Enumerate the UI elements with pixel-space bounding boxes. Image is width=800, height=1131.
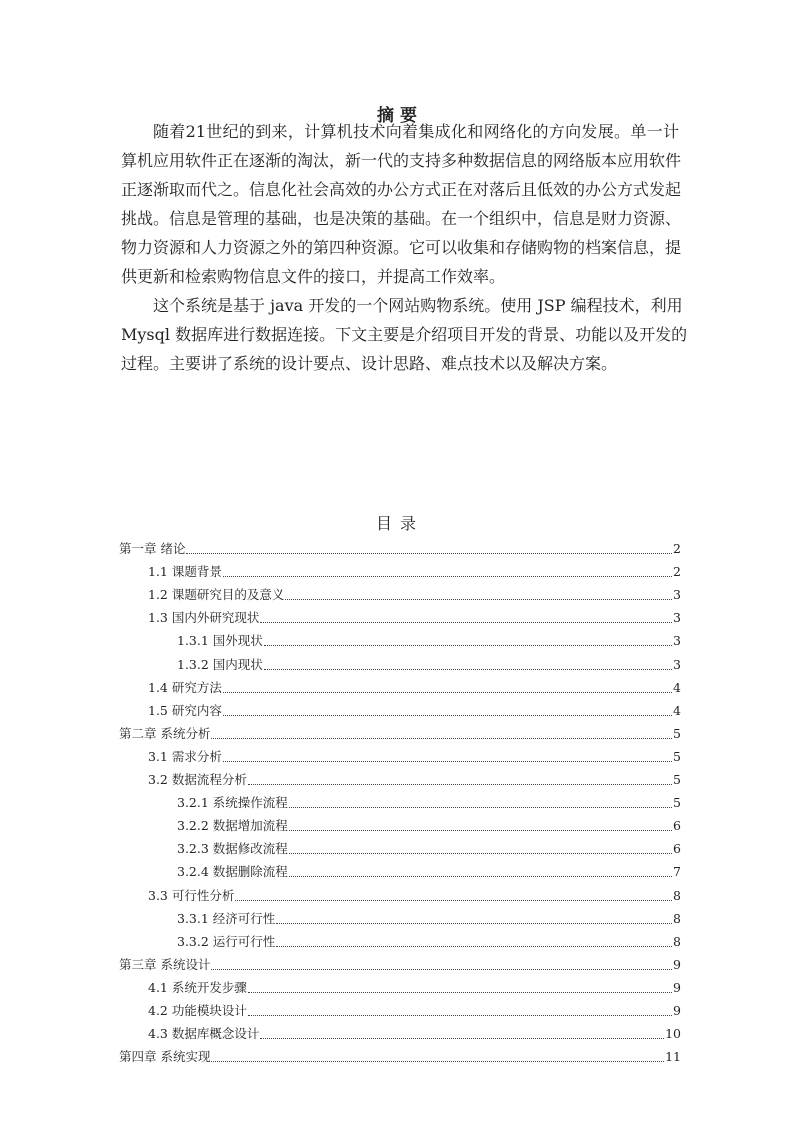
toc-entry-label: 1.3.2 国内现状: [177, 656, 263, 672]
abstract-body: [121, 117, 688, 378]
toc-entry-page: 10: [665, 1026, 681, 1042]
toc-leader-dots: [260, 1038, 664, 1039]
abstract-line: 算机应用软件正在逐渐的淘汰，新一代的支持多种数据信息的网络版本应用软件: [121, 151, 682, 170]
toc-leader-dots: [235, 900, 672, 901]
toc-entry-label: 3.2.4 数据删除流程: [177, 864, 288, 880]
toc-entry-label: 1.5 研究内容: [148, 702, 222, 718]
toc-entry-label: 4.3 数据库概念设计: [148, 1026, 260, 1042]
toc-entry-label: 第三章 系统设计: [119, 956, 211, 972]
abstract-line: 这个系统是基于 java 开发的一个网站购物系统。使用 JSP 编程技术，利用: [153, 296, 683, 315]
toc-entry-label: 1.2 课题研究目的及意义: [148, 587, 285, 603]
toc-entry[interactable]: [119, 813, 681, 836]
abstract-line: 供更新和检索购物信息文件的接口，并提高工作效率。: [121, 267, 506, 286]
toc-leader-dots: [248, 992, 672, 993]
abstract-line: 物力资源和人力资源之外的第四种资源。它可以收集和存储购物的档案信息，提: [121, 238, 682, 257]
toc-entry[interactable]: [119, 1044, 681, 1067]
toc-entry-label: 4.1 系统开发步骤: [148, 979, 247, 995]
toc-entry[interactable]: [119, 952, 681, 975]
toc-leader-dots: [211, 1061, 664, 1062]
toc-entry-label: 1.3.1 国外现状: [177, 633, 263, 649]
toc-leader-dots: [289, 830, 672, 831]
toc-entry-label: 第二章 系统分析: [119, 725, 211, 741]
toc-entry-page: 4: [673, 679, 681, 695]
toc-leader-dots: [248, 784, 672, 785]
toc-entry-label: 3.3.1 经济可行性: [177, 910, 276, 926]
toc-entry-page: 3: [673, 610, 681, 626]
toc-leader-dots: [223, 692, 672, 693]
toc-entry[interactable]: [119, 998, 681, 1021]
toc-entry-label: 3.3 可行性分析: [148, 887, 235, 903]
toc-entry-label: 4.2 功能模块设计: [148, 1002, 247, 1018]
toc-entry[interactable]: [119, 698, 681, 721]
abstract-line: 过程。主要讲了系统的设计要点、设计思路、难点技术以及解决方案。: [121, 354, 618, 373]
abstract-line: 正逐渐取而代之。信息化社会高效的办公方式正在对落后且低效的办公方式发起: [121, 180, 682, 199]
toc-leader-dots: [264, 645, 672, 646]
toc-entry[interactable]: [119, 605, 681, 628]
toc-entry-label: 1.4 研究方法: [148, 679, 222, 695]
toc-leader-dots: [276, 946, 672, 947]
toc-leader-dots: [285, 599, 672, 600]
toc-leader-dots: [223, 576, 672, 577]
toc-entry-page: 7: [673, 864, 681, 880]
toc-entry-label: 3.2.1 系统操作流程: [177, 795, 288, 811]
toc-entry-page: 9: [673, 956, 681, 972]
toc-entry-page: 5: [673, 725, 681, 741]
toc-entry-page: 3: [673, 656, 681, 672]
toc-entry-label: 3.3.2 运行可行性: [177, 933, 276, 949]
toc-leader-dots: [289, 807, 672, 808]
toc-entry-label: 3.2 数据流程分析: [148, 772, 247, 788]
toc-leader-dots: [211, 969, 672, 970]
toc-leader-dots: [260, 622, 672, 623]
toc-entry-page: 3: [673, 633, 681, 649]
toc-entry[interactable]: [119, 975, 681, 998]
toc-entry[interactable]: [119, 836, 681, 859]
toc-leader-dots: [223, 715, 672, 716]
toc-entry[interactable]: [119, 767, 681, 790]
toc-entry[interactable]: [119, 582, 681, 605]
toc-entry-page: 2: [673, 541, 681, 557]
toc-entry[interactable]: [119, 882, 681, 905]
table-of-contents: [119, 536, 681, 1067]
abstract-line: 挑战。信息是管理的基础，也是决策的基础。在一个组织中，信息是财力资源、: [121, 209, 682, 228]
toc-entry-page: 5: [673, 772, 681, 788]
toc-entry-page: 9: [673, 979, 681, 995]
toc-entry-label: 3.2.2 数据增加流程: [177, 818, 288, 834]
toc-entry-page: 3: [673, 587, 681, 603]
toc-entry[interactable]: [119, 906, 681, 929]
toc-entry-page: 5: [673, 748, 681, 764]
toc-leader-dots: [264, 669, 672, 670]
toc-entry[interactable]: [119, 559, 681, 582]
toc-entry-label: 第四章 系统实现: [119, 1049, 211, 1065]
toc-entry-page: 4: [673, 702, 681, 718]
toc-leader-dots: [289, 876, 672, 877]
toc-entry[interactable]: [119, 536, 681, 559]
toc-entry-page: 11: [665, 1049, 681, 1065]
toc-entry-page: 6: [673, 841, 681, 857]
toc-entry[interactable]: [119, 651, 681, 674]
toc-entry-page: 8: [673, 910, 681, 926]
toc-entry-page: 9: [673, 1002, 681, 1018]
toc-leader-dots: [248, 1015, 672, 1016]
toc-entry[interactable]: [119, 790, 681, 813]
toc-entry[interactable]: [119, 859, 681, 882]
toc-entry-label: 3.2.3 数据修改流程: [177, 841, 288, 857]
toc-entry-page: 5: [673, 795, 681, 811]
abstract-line: 随着21世纪的到来，计算机技术向着集成化和网络化的方向发展。单一计: [153, 122, 679, 141]
toc-entry-page: 6: [673, 818, 681, 834]
toc-leader-dots: [186, 553, 672, 554]
toc-leader-dots: [289, 853, 672, 854]
toc-entry[interactable]: [119, 929, 681, 952]
toc-entry-label: 第一章 绪论: [119, 541, 186, 557]
toc-entry[interactable]: [119, 721, 681, 744]
toc-entry[interactable]: [119, 628, 681, 651]
toc-entry-label: 1.3 国内外研究现状: [148, 610, 260, 626]
toc-entry[interactable]: [119, 1021, 681, 1044]
toc-entry-page: 2: [673, 564, 681, 580]
toc-leader-dots: [223, 761, 672, 762]
toc-leader-dots: [276, 923, 672, 924]
toc-title: 目录: [375, 514, 424, 533]
toc-entry-page: 8: [673, 933, 681, 949]
abstract-line: Mysql 数据库进行数据连接。下文主要是介绍项目开发的背景、功能以及开发的: [121, 325, 688, 344]
toc-entry[interactable]: [119, 675, 681, 698]
toc-leader-dots: [211, 738, 672, 739]
toc-entry-label: 1.1 课题背景: [148, 564, 222, 580]
toc-entry-page: 8: [673, 887, 681, 903]
abstract-title: 摘要: [377, 106, 423, 126]
toc-entry[interactable]: [119, 744, 681, 767]
toc-entry-label: 3.1 需求分析: [148, 748, 222, 764]
